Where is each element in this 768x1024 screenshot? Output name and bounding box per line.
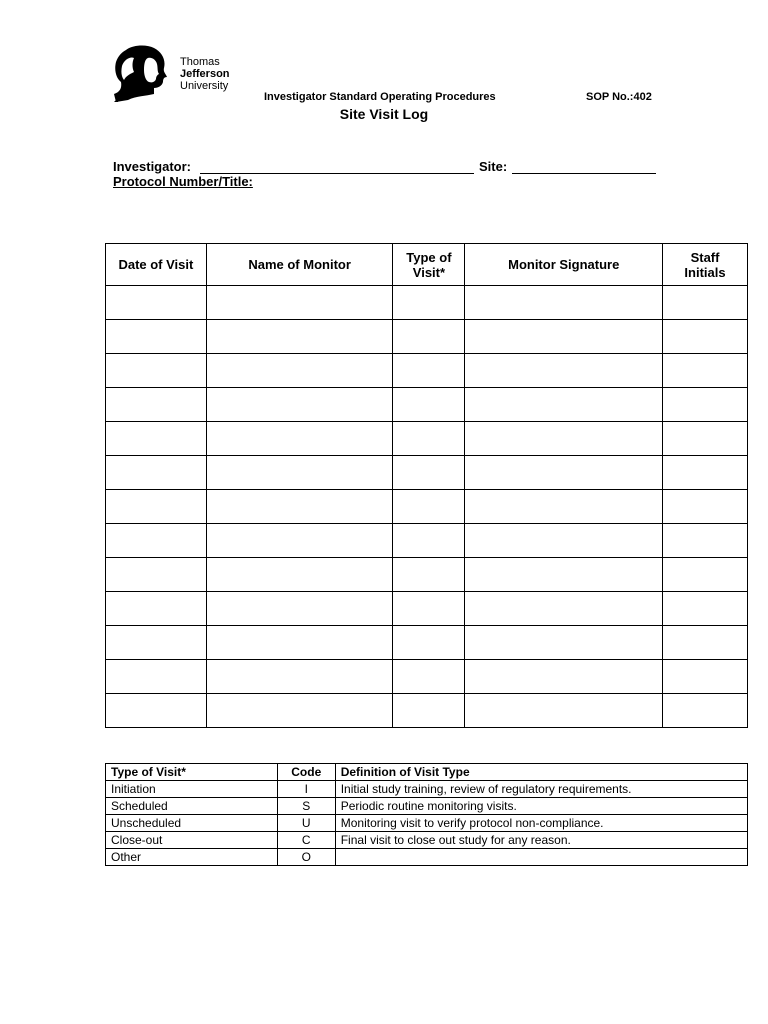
monitor-signature-header: Monitor Signature bbox=[465, 244, 663, 286]
legend-definition-header: Definition of Visit Type bbox=[335, 764, 747, 781]
log-cell[interactable] bbox=[465, 694, 663, 728]
log-table-row bbox=[106, 660, 748, 694]
log-cell[interactable] bbox=[106, 694, 207, 728]
log-cell[interactable] bbox=[393, 558, 465, 592]
log-cell[interactable] bbox=[106, 524, 207, 558]
log-cell[interactable] bbox=[465, 660, 663, 694]
log-table-row bbox=[106, 286, 748, 320]
log-cell[interactable] bbox=[663, 354, 748, 388]
legend-type-cell: Initiation bbox=[106, 781, 278, 798]
log-cell[interactable] bbox=[206, 524, 393, 558]
site-field[interactable] bbox=[512, 173, 656, 174]
log-cell[interactable] bbox=[206, 286, 393, 320]
log-cell[interactable] bbox=[106, 558, 207, 592]
log-cell[interactable] bbox=[663, 490, 748, 524]
legend-type-cell: Close-out bbox=[106, 832, 278, 849]
log-cell[interactable] bbox=[465, 558, 663, 592]
log-cell[interactable] bbox=[206, 592, 393, 626]
jefferson-profile-icon bbox=[112, 44, 174, 102]
legend-type-cell: Scheduled bbox=[106, 798, 278, 815]
log-cell[interactable] bbox=[106, 626, 207, 660]
log-cell[interactable] bbox=[663, 626, 748, 660]
log-cell[interactable] bbox=[106, 354, 207, 388]
log-table-row bbox=[106, 626, 748, 660]
log-cell[interactable] bbox=[465, 320, 663, 354]
log-table-row bbox=[106, 694, 748, 728]
log-cell[interactable] bbox=[465, 422, 663, 456]
log-cell[interactable] bbox=[663, 694, 748, 728]
log-cell[interactable] bbox=[206, 660, 393, 694]
legend-row bbox=[106, 798, 748, 815]
type-of-visit-header-text: Type of Visit* bbox=[406, 249, 452, 280]
log-cell[interactable] bbox=[106, 660, 207, 694]
legend-definition-cell: Periodic routine monitoring visits. bbox=[335, 798, 747, 815]
log-table-row bbox=[106, 388, 748, 422]
log-cell[interactable] bbox=[393, 286, 465, 320]
log-cell[interactable] bbox=[206, 694, 393, 728]
staff-initials-header bbox=[663, 244, 748, 286]
staff-initials-header-text: Staff Initials bbox=[684, 249, 726, 280]
log-cell[interactable] bbox=[465, 490, 663, 524]
log-table-row bbox=[106, 490, 748, 524]
legend-definition-cell bbox=[335, 849, 747, 866]
legend-code-cell: C bbox=[277, 832, 335, 849]
log-cell[interactable] bbox=[663, 660, 748, 694]
type-of-visit-header bbox=[393, 244, 465, 286]
log-cell[interactable] bbox=[465, 388, 663, 422]
legend-code-cell: S bbox=[277, 798, 335, 815]
log-table-row bbox=[106, 320, 748, 354]
log-cell[interactable] bbox=[465, 592, 663, 626]
legend-row bbox=[106, 781, 748, 798]
log-cell[interactable] bbox=[663, 592, 748, 626]
protocol-label: Protocol Number/Title: bbox=[113, 174, 253, 189]
log-cell[interactable] bbox=[663, 558, 748, 592]
legend-row bbox=[106, 815, 748, 832]
name-of-monitor-header: Name of Monitor bbox=[206, 244, 393, 286]
legend-definition-cell: Monitoring visit to verify protocol non-compliance. bbox=[335, 815, 747, 832]
log-cell[interactable] bbox=[206, 388, 393, 422]
log-cell[interactable] bbox=[393, 490, 465, 524]
log-cell[interactable] bbox=[106, 422, 207, 456]
log-cell[interactable] bbox=[206, 626, 393, 660]
investigator-label: Investigator: bbox=[113, 159, 192, 174]
university-logo bbox=[112, 44, 232, 102]
legend-definition-cell: Final visit to close out study for any reason. bbox=[335, 832, 747, 849]
log-cell[interactable] bbox=[393, 320, 465, 354]
visit-type-legend-table bbox=[105, 763, 748, 866]
log-cell[interactable] bbox=[106, 456, 207, 490]
log-cell[interactable] bbox=[206, 422, 393, 456]
logo-text-university: University bbox=[180, 80, 229, 92]
legend-code-cell: U bbox=[277, 815, 335, 832]
log-cell[interactable] bbox=[393, 592, 465, 626]
log-cell[interactable] bbox=[206, 558, 393, 592]
log-cell[interactable] bbox=[393, 524, 465, 558]
log-cell[interactable] bbox=[106, 592, 207, 626]
log-cell[interactable] bbox=[663, 388, 748, 422]
logo-text-thomas: Thomas bbox=[180, 56, 220, 68]
log-cell[interactable] bbox=[663, 524, 748, 558]
log-cell[interactable] bbox=[106, 388, 207, 422]
log-cell[interactable] bbox=[465, 626, 663, 660]
log-table-row bbox=[106, 354, 748, 388]
log-cell[interactable] bbox=[206, 320, 393, 354]
log-cell[interactable] bbox=[206, 490, 393, 524]
log-cell[interactable] bbox=[106, 490, 207, 524]
log-cell[interactable] bbox=[465, 456, 663, 490]
log-cell[interactable] bbox=[393, 422, 465, 456]
log-cell[interactable] bbox=[663, 422, 748, 456]
log-cell[interactable] bbox=[206, 456, 393, 490]
log-cell[interactable] bbox=[465, 524, 663, 558]
log-cell[interactable] bbox=[663, 320, 748, 354]
legend-type-header: Type of Visit* bbox=[106, 764, 278, 781]
legend-code-cell: O bbox=[277, 849, 335, 866]
log-cell[interactable] bbox=[663, 286, 748, 320]
log-cell[interactable] bbox=[393, 660, 465, 694]
site-visit-log-table bbox=[105, 243, 748, 728]
site-label: Site: bbox=[479, 159, 508, 174]
legend-code-header: Code bbox=[277, 764, 335, 781]
legend-row bbox=[106, 832, 748, 849]
page-title: Site Visit Log bbox=[339, 106, 429, 122]
legend-definition-cell: Initial study training, review of regulatory requirements. bbox=[335, 781, 747, 798]
legend-type-cell: Unscheduled bbox=[106, 815, 278, 832]
date-of-visit-header: Date of Visit bbox=[106, 244, 207, 286]
log-cell[interactable] bbox=[465, 286, 663, 320]
log-cell[interactable] bbox=[206, 354, 393, 388]
log-cell[interactable] bbox=[393, 388, 465, 422]
log-table-row bbox=[106, 422, 748, 456]
log-cell[interactable] bbox=[106, 286, 207, 320]
log-table-row bbox=[106, 456, 748, 490]
sop-number: SOP No.:402 bbox=[586, 91, 652, 103]
legend-code-cell: I bbox=[277, 781, 335, 798]
log-table-header-row bbox=[106, 244, 748, 286]
log-cell[interactable] bbox=[393, 354, 465, 388]
logo-text-jefferson: Jefferson bbox=[180, 68, 230, 80]
log-table-row bbox=[106, 592, 748, 626]
log-table-row bbox=[106, 524, 748, 558]
log-cell[interactable] bbox=[106, 320, 207, 354]
log-cell[interactable] bbox=[393, 626, 465, 660]
log-table-row bbox=[106, 558, 748, 592]
log-cell[interactable] bbox=[393, 456, 465, 490]
log-cell[interactable] bbox=[465, 354, 663, 388]
log-cell[interactable] bbox=[663, 456, 748, 490]
legend-header-row bbox=[106, 764, 748, 781]
legend-type-cell: Other bbox=[106, 849, 278, 866]
document-series: Investigator Standard Operating Procedures bbox=[264, 91, 496, 103]
log-cell[interactable] bbox=[393, 694, 465, 728]
legend-row bbox=[106, 849, 748, 866]
